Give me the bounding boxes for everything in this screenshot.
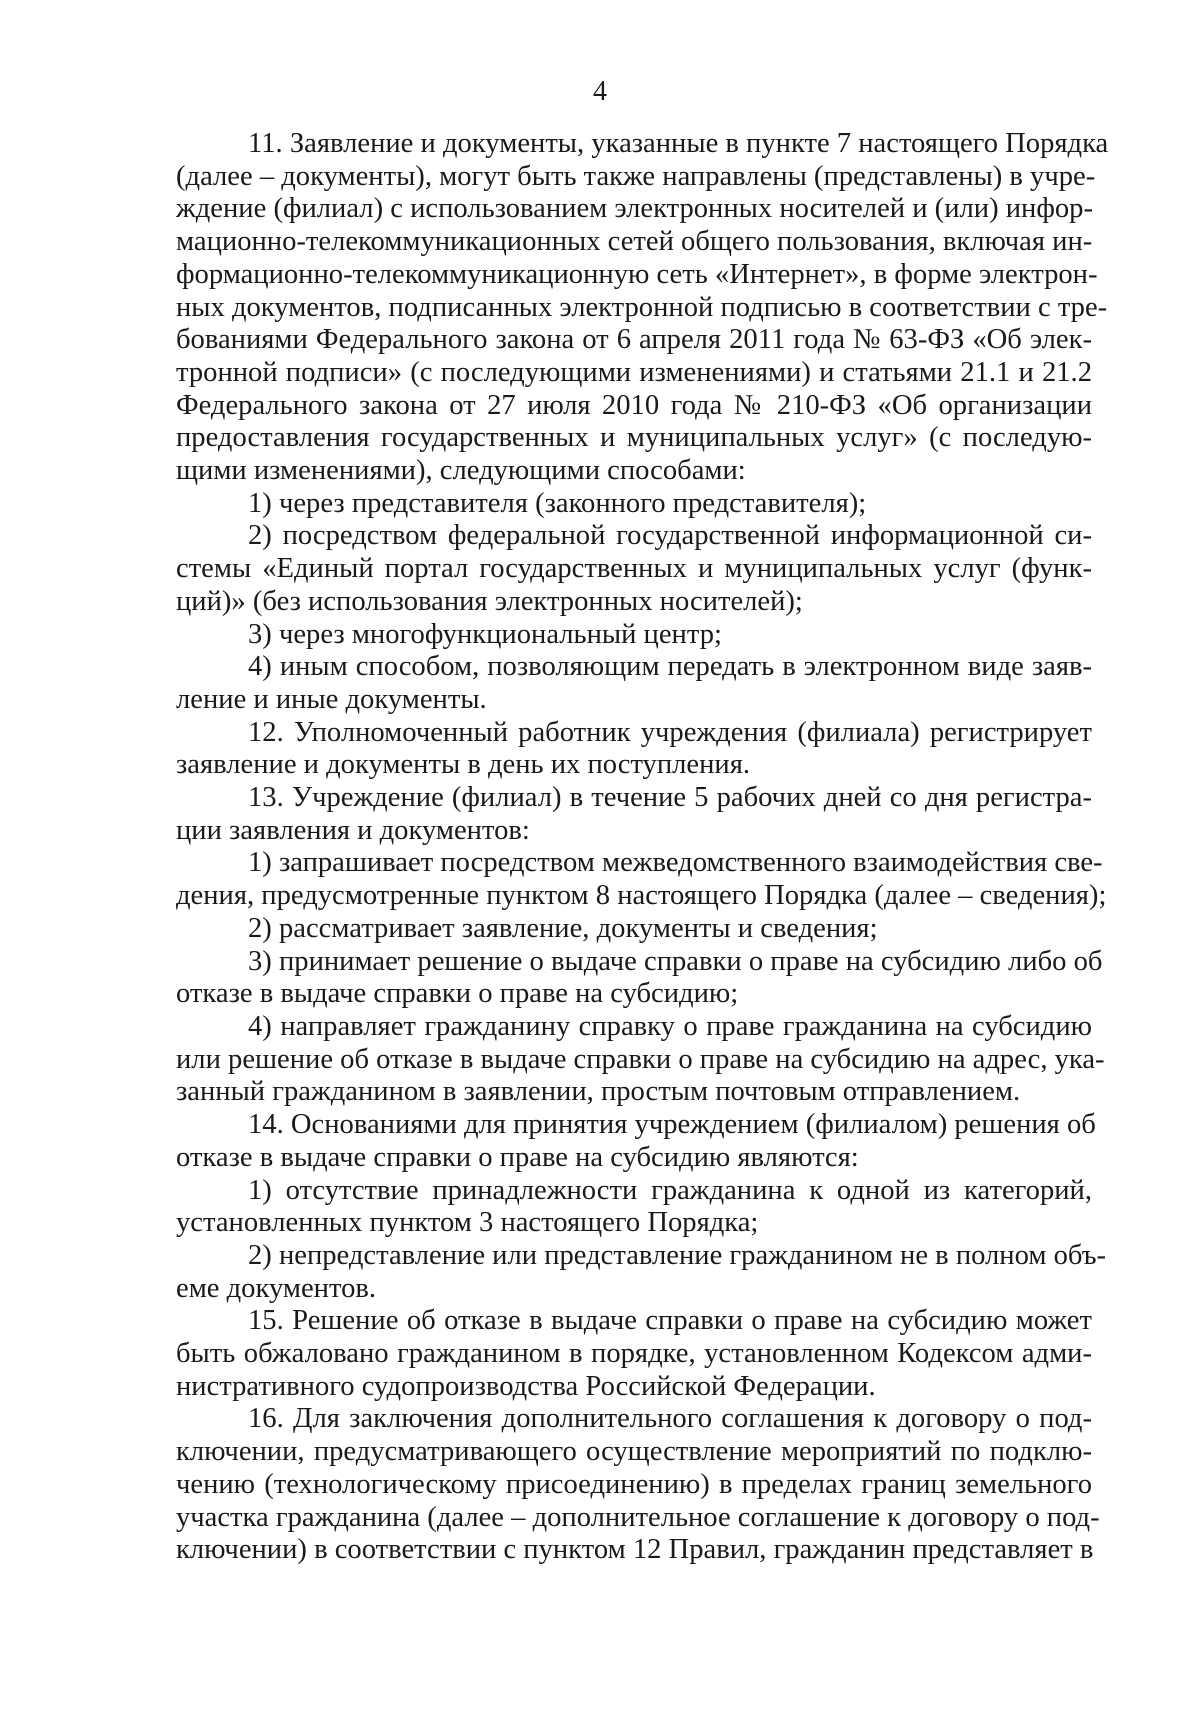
text-line: щими изменениями), следующими способами: bbox=[176, 455, 746, 487]
text-line: Федерального закона от 27 июля 2010 года № 210-ФЗ «Об организации bbox=[176, 389, 1092, 421]
text-line: 2) непредставление или представление гражданином не в полном объ- bbox=[248, 1239, 1107, 1271]
text-line: еме документов. bbox=[176, 1272, 377, 1304]
text-line: или решение об отказе в выдаче справки о праве на субсидию на адрес, ука- bbox=[176, 1043, 1105, 1075]
text-line: установленных пунктом 3 настоящего Порядка; bbox=[176, 1207, 759, 1239]
text-line: 2) посредством федеральной государственной информационной си- bbox=[248, 520, 1092, 552]
text-line: занный гражданином в заявлении, простым почтовым отправлением. bbox=[176, 1076, 1021, 1108]
text-line: формационно-телекоммуникационную сеть «Интернет», в форме электрон- bbox=[176, 258, 1098, 290]
text-line: 14. Основаниями для принятия учреждением (филиалом) решения об bbox=[248, 1109, 1096, 1141]
text-line: отказе в выдаче справки о праве на субсидию; bbox=[176, 978, 739, 1010]
text-line: мационно-телекоммуникационных сетей общего пользования, включая ин- bbox=[176, 226, 1093, 258]
page-number: 4 bbox=[593, 76, 607, 107]
text-line: 15. Решение об отказе в выдаче справки о праве на субсидию может bbox=[248, 1305, 1092, 1337]
text-line: 12. Уполномоченный работник учреждения (филиала) регистрирует bbox=[248, 716, 1092, 748]
text-line: 4) иным способом, позволяющим передать в электронном виде заяв- bbox=[248, 651, 1092, 683]
text-line: предоставления государственных и муниципальных услуг» (с последую- bbox=[176, 422, 1092, 454]
text-line: тронной подписи» (с последующими изменениями) и статьями 21.1 и 21.2 bbox=[176, 356, 1092, 388]
text-line: чению (технологическому присоединению) в пределах границ земельного bbox=[176, 1468, 1092, 1500]
text-line: 11. Заявление и документы, указанные в пункте 7 настоящего Порядка bbox=[248, 128, 1109, 159]
text-line: 13. Учреждение (филиал) в течение 5 рабочих дней со дня регистра- bbox=[248, 782, 1092, 814]
document-body bbox=[176, 128, 1109, 1567]
text-line: 1) запрашивает посредством межведомственного взаимодействия све- bbox=[248, 847, 1103, 879]
text-line: ключении, предусматривающего осуществление мероприятий по подклю- bbox=[176, 1436, 1092, 1468]
text-line: дения, предусмотренные пунктом 8 настоящего Порядка (далее – сведения); bbox=[176, 880, 1107, 912]
text-line: 3) принимает решение о выдаче справки о праве на субсидию либо об bbox=[248, 945, 1103, 977]
text-line: 3) через многофункциональный центр; bbox=[248, 618, 722, 650]
text-line: ждение (филиал) с использованием электронных носителей и (или) инфор- bbox=[176, 193, 1093, 225]
text-line: быть обжаловано гражданином в порядке, установленном Кодексом адми- bbox=[176, 1338, 1092, 1370]
text-line: (далее – документы), могут быть также направлены (представлены) в учре- bbox=[176, 160, 1096, 192]
text-line: стемы «Единый портал государственных и муниципальных услуг (функ- bbox=[176, 553, 1092, 585]
text-line: 16. Для заключения дополнительного соглашения к договору о под- bbox=[248, 1403, 1092, 1435]
text-line: ключении) в соответствии с пунктом 12 Правил, гражданин представляет в bbox=[176, 1534, 1094, 1566]
text-line: заявление и документы в день их поступления. bbox=[176, 749, 751, 781]
text-line: 2) рассматривает заявление, документы и сведения; bbox=[248, 912, 878, 944]
text-line: ции заявления и документов: bbox=[176, 814, 530, 846]
text-line: нистративного судопроизводства Российской Федерации. bbox=[176, 1370, 876, 1402]
text-line: участка гражданина (далее – дополнительное соглашение к договору о под- bbox=[176, 1501, 1100, 1533]
text-line: ных документов, подписанных электронной подписью в соответствии с тре- bbox=[176, 291, 1108, 323]
text-line: 1) через представителя (законного представителя); bbox=[248, 487, 867, 519]
text-line: ление и иные документы. bbox=[176, 683, 487, 715]
text-line: отказе в выдаче справки о праве на субсидию являются: bbox=[176, 1141, 859, 1173]
text-line: бованиями Федерального закона от 6 апреля 2011 года № 63-ФЗ «Об элек- bbox=[176, 324, 1092, 356]
text-line: ций)» (без использования электронных носителей); bbox=[176, 585, 803, 617]
text-line: 4) направляет гражданину справку о праве гражданина на субсидию bbox=[248, 1010, 1092, 1042]
text-line: 1) отсутствие принадлежности гражданина к одной из категорий, bbox=[248, 1174, 1092, 1206]
